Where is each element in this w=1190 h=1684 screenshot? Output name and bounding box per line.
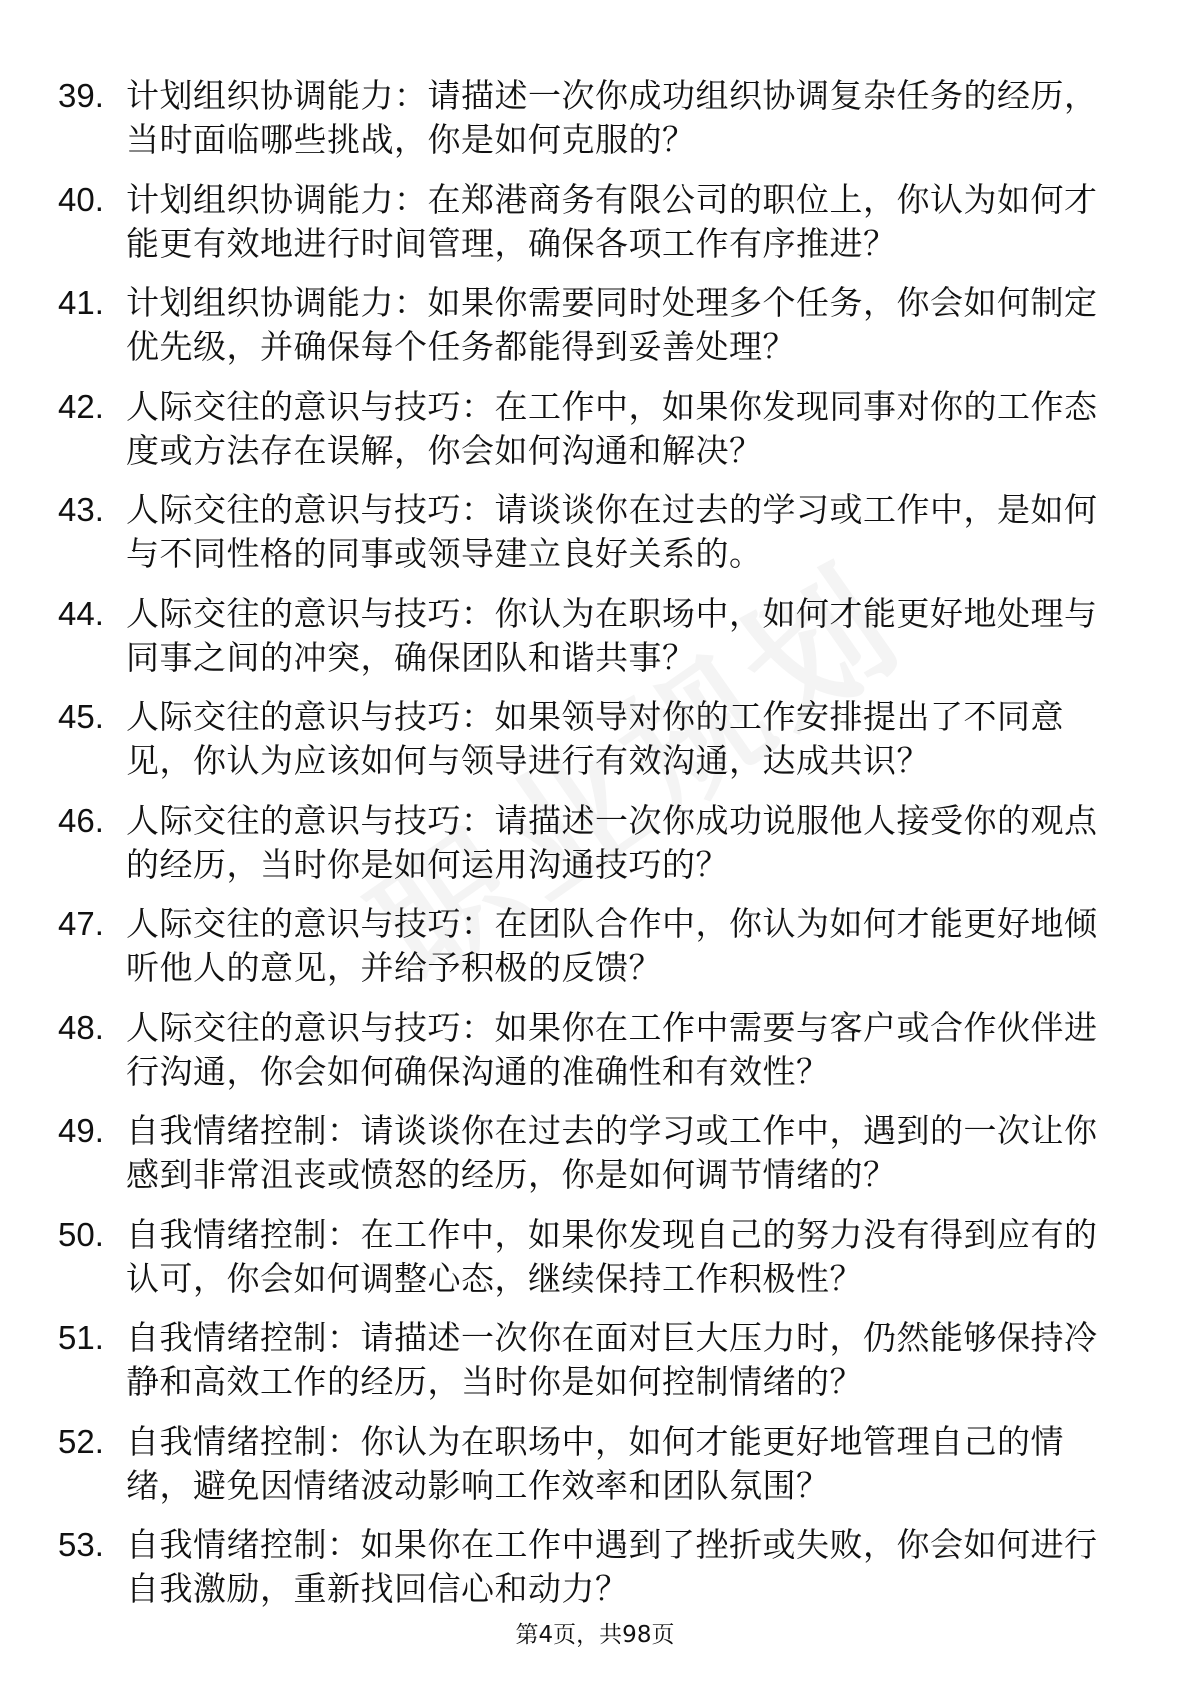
question-text: 计划组织协调能力：请描述一次你成功组织协调复杂任务的经历，当时面临哪些挑战，你是如何克服的？ bbox=[126, 76, 1098, 159]
question-number: 50. bbox=[58, 1215, 104, 1253]
list-item bbox=[58, 178, 1118, 282]
question-list bbox=[58, 74, 1118, 1627]
list-item bbox=[58, 1213, 1118, 1317]
question-text: 自我情绪控制：在工作中，如果你发现自己的努力没有得到应有的认可，你会如何调整心态，继续保持工作积极性？ bbox=[126, 1214, 1098, 1298]
question-text: 自我情绪控制：请描述一次你在面对巨大压力时，仍然能够保持冷静和高效工作的经历，当时你是如何控制情绪的？ bbox=[126, 1318, 1098, 1401]
question-number: 52. bbox=[58, 1422, 104, 1460]
question-text: 自我情绪控制：请谈谈你在过去的学习或工作中，遇到的一次让你感到非常沮丧或愤怒的经历，你是如何调节情绪的？ bbox=[126, 1111, 1098, 1194]
question-text: 自我情绪控制：你认为在职场中，如何才能更好地管理自己的情绪，避免因情绪波动影响工作效率和团队氛围？ bbox=[126, 1421, 1064, 1505]
list-item bbox=[58, 488, 1118, 592]
question-number: 48. bbox=[58, 1008, 104, 1046]
list-item bbox=[58, 1523, 1118, 1627]
question-number: 42. bbox=[58, 387, 104, 425]
page-footer: 第4页，共98页 bbox=[515, 1622, 675, 1648]
question-number: 44. bbox=[58, 594, 104, 632]
list-item bbox=[58, 592, 1118, 696]
question-text: 人际交往的意识与技巧：如果你在工作中需要与客户或合作伙伴进行沟通，你会如何确保沟通的准确性和有效性？ bbox=[126, 1007, 1098, 1091]
question-number: 41. bbox=[58, 284, 104, 321]
question-text: 人际交往的意识与技巧：你认为在职场中，如何才能更好地处理与同事之间的冲突，确保团队和谐共事？ bbox=[126, 593, 1098, 677]
question-number: 43. bbox=[58, 491, 104, 528]
list-item bbox=[58, 1420, 1118, 1524]
list-item bbox=[58, 799, 1118, 903]
question-number: 39. bbox=[58, 77, 104, 114]
question-number: 46. bbox=[58, 801, 104, 839]
question-text: 人际交往的意识与技巧：如果领导对你的工作安排提出了不同意见，你认为应该如何与领导进行有效沟通，达成共识？ bbox=[126, 697, 1064, 780]
question-number: 45. bbox=[58, 698, 104, 735]
list-item bbox=[58, 902, 1118, 1006]
question-text: 计划组织协调能力：如果你需要同时处理多个任务，你会如何制定优先级，并确保每个任务都能得到妥善处理？ bbox=[126, 283, 1098, 366]
question-text: 自我情绪控制：如果你在工作中遇到了挫折或失败，你会如何进行自我激励，重新找回信心和动力？ bbox=[126, 1525, 1098, 1608]
question-text: 人际交往的意识与技巧：在团队合作中，你认为如何才能更好地倾听他人的意见，并给予积极的反馈？ bbox=[126, 904, 1098, 987]
question-text: 人际交往的意识与技巧：请描述一次你成功说服他人接受你的观点的经历，当时你是如何运用沟通技巧的？ bbox=[126, 800, 1098, 884]
list-item bbox=[58, 281, 1118, 385]
question-text: 人际交往的意识与技巧：在工作中，如果你发现同事对你的工作态度或方法存在误解，你会如何沟通和解决？ bbox=[126, 386, 1098, 470]
list-item bbox=[58, 1109, 1118, 1213]
list-item bbox=[58, 695, 1118, 799]
question-number: 49. bbox=[58, 1112, 104, 1149]
question-number: 40. bbox=[58, 180, 104, 218]
list-item bbox=[58, 74, 1118, 178]
question-number: 47. bbox=[58, 905, 104, 942]
list-item bbox=[58, 1316, 1118, 1420]
list-item bbox=[58, 385, 1118, 489]
question-number: 53. bbox=[58, 1526, 104, 1563]
question-text: 计划组织协调能力：在郑港商务有限公司的职位上，你认为如何才能更有效地进行时间管理，确保各项工作有序推进？ bbox=[126, 179, 1098, 263]
question-text: 人际交往的意识与技巧：请谈谈你在过去的学习或工作中，是如何与不同性格的同事或领导建立良好关系的。 bbox=[126, 490, 1098, 573]
list-item bbox=[58, 1006, 1118, 1110]
question-number: 51. bbox=[58, 1319, 104, 1356]
